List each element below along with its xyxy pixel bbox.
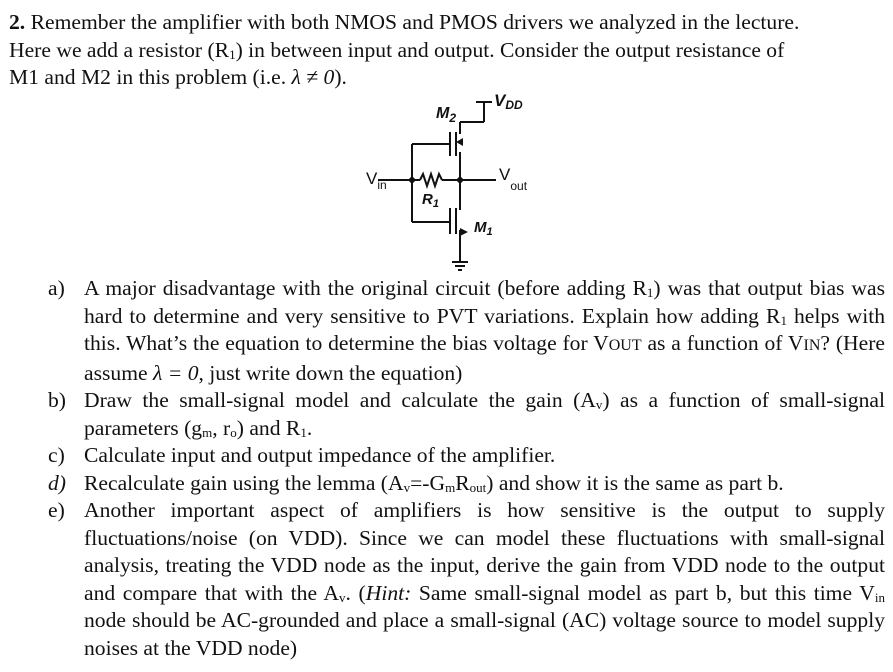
input-node <box>409 177 415 183</box>
r1-label: $R_1$ <box>422 191 439 210</box>
vdd-label: VDD <box>494 92 523 112</box>
vin-label: $V_{in}$ <box>366 169 387 192</box>
list-item-c: c) Calculate input and output impedance of the amplifier. <box>0 442 893 470</box>
output-node <box>457 177 463 183</box>
item-e-text: Another important aspect of amplifiers is how sensitive is the output to supply fluctuations/noise (on VDD). Since we can model these fluctuations with small-signal analysis, treating the VDD node as the input, derive the gain from VDD node to the output and compare that with the $A_v$. (Hint: Same small-signal model as part b, but this time $V_{in}$ node should be AC-grounded and place a small-signal (AC) voltage source to model supply noises at the VDD node) <box>84 498 885 660</box>
list-item-e: e) Another important aspect of amplifiers is how sensitive is the output to supply fluctuations/noise (on VDD). Since we can model these fluctuations with small-signal analysis, treating the VDD node as the input, derive the gain from VDD node to the output and compare that with the $A_v$. (Hint: Same small-signal model as part b, but this time $V_{in}$ node should be AC-grounded and place a small-signal (AC) voltage source to model supply noises at the VDD node) <box>0 497 893 662</box>
sub-question-list <box>0 275 893 662</box>
list-item-b: b) Draw the small-signal model and calculate the gain $(A_v)$ as a function of small-signal parameters ($g_m$, $r_o$) and $R_1$. <box>0 387 893 442</box>
m2-source-arrow <box>456 138 463 146</box>
problem-line-1: 2. Remember the amplifier with both NMOS and PMOS drivers we analyzed in the lecture. <box>9 10 800 34</box>
m2-label: $M_2$ <box>436 105 457 125</box>
problem-number: 2. <box>9 10 26 34</box>
vout-label: $V_{out}$ <box>499 165 528 193</box>
problem-line-3: M1 and M2 in this problem (i.e. λ ≠ 0). <box>9 65 347 89</box>
item-d-text: Recalculate gain using the lemma $(A_v=-G_mR_{out})$ and show it is the same as part b. <box>84 470 784 495</box>
item-b-text: Draw the small-signal model and calculate the gain $(A_v)$ as a function of small-signal parameters ($g_m$, $r_o$) and $R_1$. <box>84 388 885 440</box>
m1-source-arrow <box>460 228 468 236</box>
item-a-text: A major disadvantage with the original circuit (before adding $R_1$) was that output bias was hard to determine and very sensitive to PVT variations. Explain how adding $R_1$ helps with this. What’s the equation to determine the bias voltage for VOUT as a function of VIN? (Here assume λ = 0, just write down the equation) <box>84 276 886 385</box>
problem-line-2: Here we add a resistor $(R_1)$ in between input and output. Consider the output resistance of <box>9 37 785 62</box>
amplifier-schematic <box>356 92 556 277</box>
problem-statement <box>9 9 887 92</box>
item-c-text: Calculate input and output impedance of the amplifier. <box>84 443 556 467</box>
list-item-a: a) A major disadvantage with the original circuit (before adding $R_1$) was that output bias was hard to determine and very sensitive to PVT variations. Explain how adding $R_1$ helps with this. What’s the equation to determine the bias voltage for VOUT as a function of VIN? (Here assume λ = 0, just write down the equation) <box>0 275 893 387</box>
m1-label: $M_1$ <box>474 219 493 238</box>
list-item-d: d) Recalculate gain using the lemma $(A_v=-G_mR_{out})$ and show it is the same as part b. <box>0 470 893 498</box>
